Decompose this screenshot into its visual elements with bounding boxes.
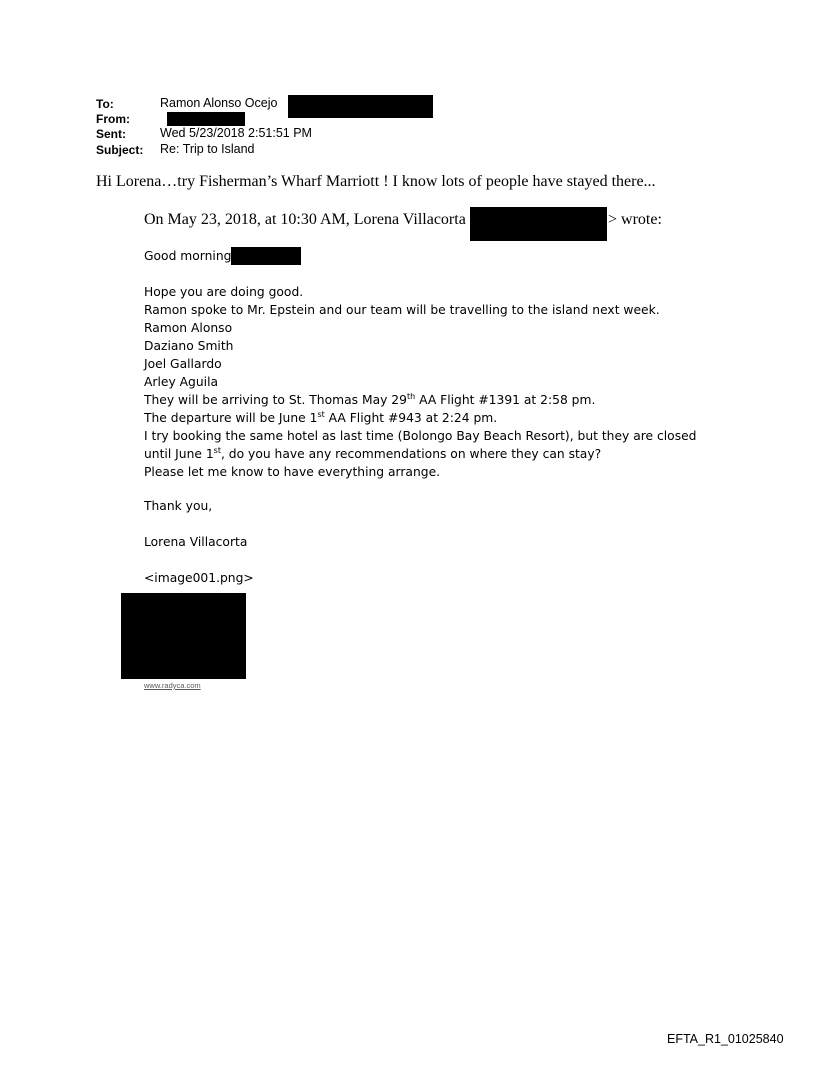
arrival-text: They will be arriving to St. Thomas May 29 <box>144 393 407 407</box>
thanks: Thank you, <box>144 499 213 513</box>
departure-line <box>144 409 497 427</box>
team-member-name: Ramon Alonso <box>144 321 233 335</box>
to-label: To: <box>96 97 114 111</box>
quote-intro-suffix: > wrote: <box>608 211 662 228</box>
departure-flight: AA Flight #943 at 2:24 pm. <box>324 411 498 425</box>
subject-label: Subject: <box>96 143 144 157</box>
from-label: From: <box>96 112 130 126</box>
to-value: Ramon Alonso Ocejo <box>160 96 278 110</box>
sent-value: Wed 5/23/2018 2:51:51 PM <box>160 126 312 140</box>
signature-name: Lorena Villacorta <box>144 535 248 549</box>
sent-label: Sent: <box>96 127 126 141</box>
redaction-to-email <box>288 95 433 118</box>
until-text: until June 1 <box>144 447 214 461</box>
reply-text: Hi Lorena…try Fisherman’s Wharf Marriott ! I know lots of people have stayed there... <box>96 173 656 190</box>
document-id: EFTA_R1_01025840 <box>667 1032 784 1046</box>
subject-value: Re: Trip to Island <box>160 142 255 156</box>
until-ordinal: st <box>213 445 221 455</box>
departure-text: The departure will be June 1 <box>144 411 318 425</box>
redaction-sender-email <box>470 207 607 241</box>
arrange-line: Please let me know to have everything arrange. <box>144 465 441 479</box>
greeting: Good morning <box>144 249 232 263</box>
departure-ordinal: st <box>317 409 325 419</box>
arrival-flight: AA Flight #1391 at 2:58 pm. <box>415 393 596 407</box>
team-member-name: Arley Aguila <box>144 375 219 389</box>
redaction-from <box>167 112 245 126</box>
website-link[interactable]: www.radyca.com <box>144 681 201 690</box>
attachment-placeholder: <image001.png> <box>144 571 254 585</box>
team-member-name: Joel Gallardo <box>144 357 222 371</box>
quote-intro: On May 23, 2018, at 10:30 AM, Lorena Villacorta <box>144 211 466 228</box>
until-question: , do you have any recommendations on where they can stay? <box>220 447 602 461</box>
redaction-image <box>121 593 246 679</box>
until-line <box>144 445 601 463</box>
redaction-greeting-name <box>231 247 301 265</box>
arrival-ordinal: th <box>406 391 416 401</box>
hotel-line: I try booking the same hotel as last time (Bolongo Bay Beach Resort), but they are closed <box>144 429 697 443</box>
body-line-2: Ramon spoke to Mr. Epstein and our team will be travelling to the island next week. <box>144 303 660 317</box>
arrival-line <box>144 391 595 409</box>
team-member-name: Daziano Smith <box>144 339 234 353</box>
body-line-1: Hope you are doing good. <box>144 285 304 299</box>
